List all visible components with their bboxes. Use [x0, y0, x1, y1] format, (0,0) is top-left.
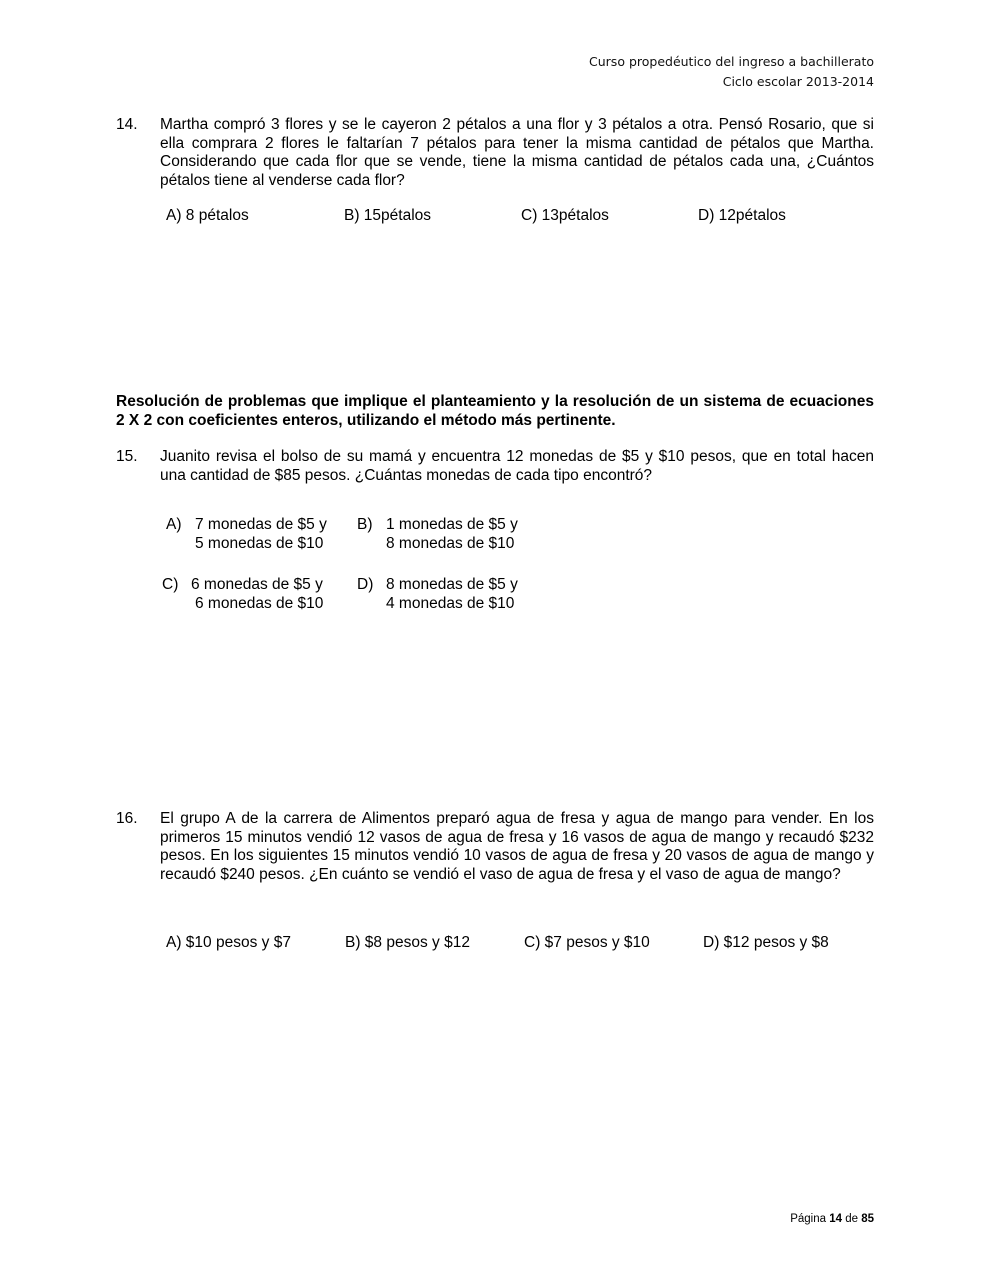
option-letter: D)	[357, 576, 374, 593]
option-line: 8 monedas de $10	[386, 535, 515, 552]
header-course-title: Curso propedéutico del ingreso a bachillerato	[589, 54, 874, 69]
page-header	[589, 52, 874, 92]
question-number: 15.	[116, 448, 138, 465]
option-line: 8 monedas de $5 y	[386, 576, 518, 593]
page-footer	[790, 1213, 874, 1225]
question-text: Martha compró 3 flores y se le cayeron 2 pétalos a una flor y 3 pétalos a otra. Pensó Rosario, que si ella comprara 2 flores le faltarían 7 pétalos para tener la misma cantidad de pétalos que Martha. Considerando que cada flor que se vende, tiene la misma cantidad de pétalos cada una, ¿Cuántos pétalos tiene al venderse cada flor?	[160, 116, 874, 189]
question-16	[116, 810, 874, 884]
option-letter: B)	[357, 516, 373, 533]
header-school-year: Ciclo escolar 2013-2014	[722, 74, 874, 89]
option-line: 1 monedas de $5 y	[386, 516, 518, 533]
option-line: 4 monedas de $10	[386, 595, 515, 612]
question-text: El grupo A de la carrera de Alimentos preparó agua de fresa y agua de mango para vender. En los primeros 15 minutos vendió 12 vasos de agua de fresa y 16 vasos de agua de mango y recaudó $232 pesos. En los siguientes 15 minutos vendió 10 vasos de agua de fresa y 20 vasos de agua de mango y recaudó $240 pesos. ¿En cuánto se vendió el vaso de agua de fresa y el vaso de agua de mango?	[160, 810, 874, 883]
option-a: A) 8 pétalos	[166, 207, 249, 224]
question-number: 14.	[116, 116, 138, 133]
option-b: B) $8 pesos y $12	[345, 934, 470, 951]
current-page-number: 14	[829, 1213, 842, 1225]
option-letter: C)	[162, 576, 179, 593]
option-d: D) $12 pesos y $8	[703, 934, 829, 951]
page-label: Página	[790, 1213, 826, 1225]
total-page-number: 85	[861, 1213, 874, 1225]
option-line: 7 monedas de $5 y	[195, 516, 327, 533]
question-text: Juanito revisa el bolso de su mamá y encuentra 12 monedas de $5 y $10 pesos, que en total hacen una cantidad de $85 pesos. ¿Cuántas monedas de cada tipo encontró?	[160, 448, 874, 484]
option-line: 6 monedas de $5 y	[191, 576, 323, 593]
option-letter: A)	[166, 516, 182, 533]
page-of-label: de	[845, 1213, 858, 1225]
question-15	[116, 448, 874, 485]
option-b: B) 15pétalos	[344, 207, 432, 224]
option-c: C) $7 pesos y $10	[524, 934, 650, 951]
option-a: A) $10 pesos y $7	[166, 934, 291, 951]
option-line: 6 monedas de $10	[195, 595, 324, 612]
question-number: 16.	[116, 810, 138, 827]
option-line: 5 monedas de $10	[195, 535, 324, 552]
section-title: Resolución de problemas que implique el planteamiento y la resolución de un sistema de ecuaciones 2 X 2 con coeficientes enteros, utilizando el método más pertinente.	[116, 393, 874, 429]
option-d: D) 12pétalos	[698, 207, 786, 224]
question-14	[116, 116, 874, 190]
option-c: C) 13pétalos	[521, 207, 609, 224]
